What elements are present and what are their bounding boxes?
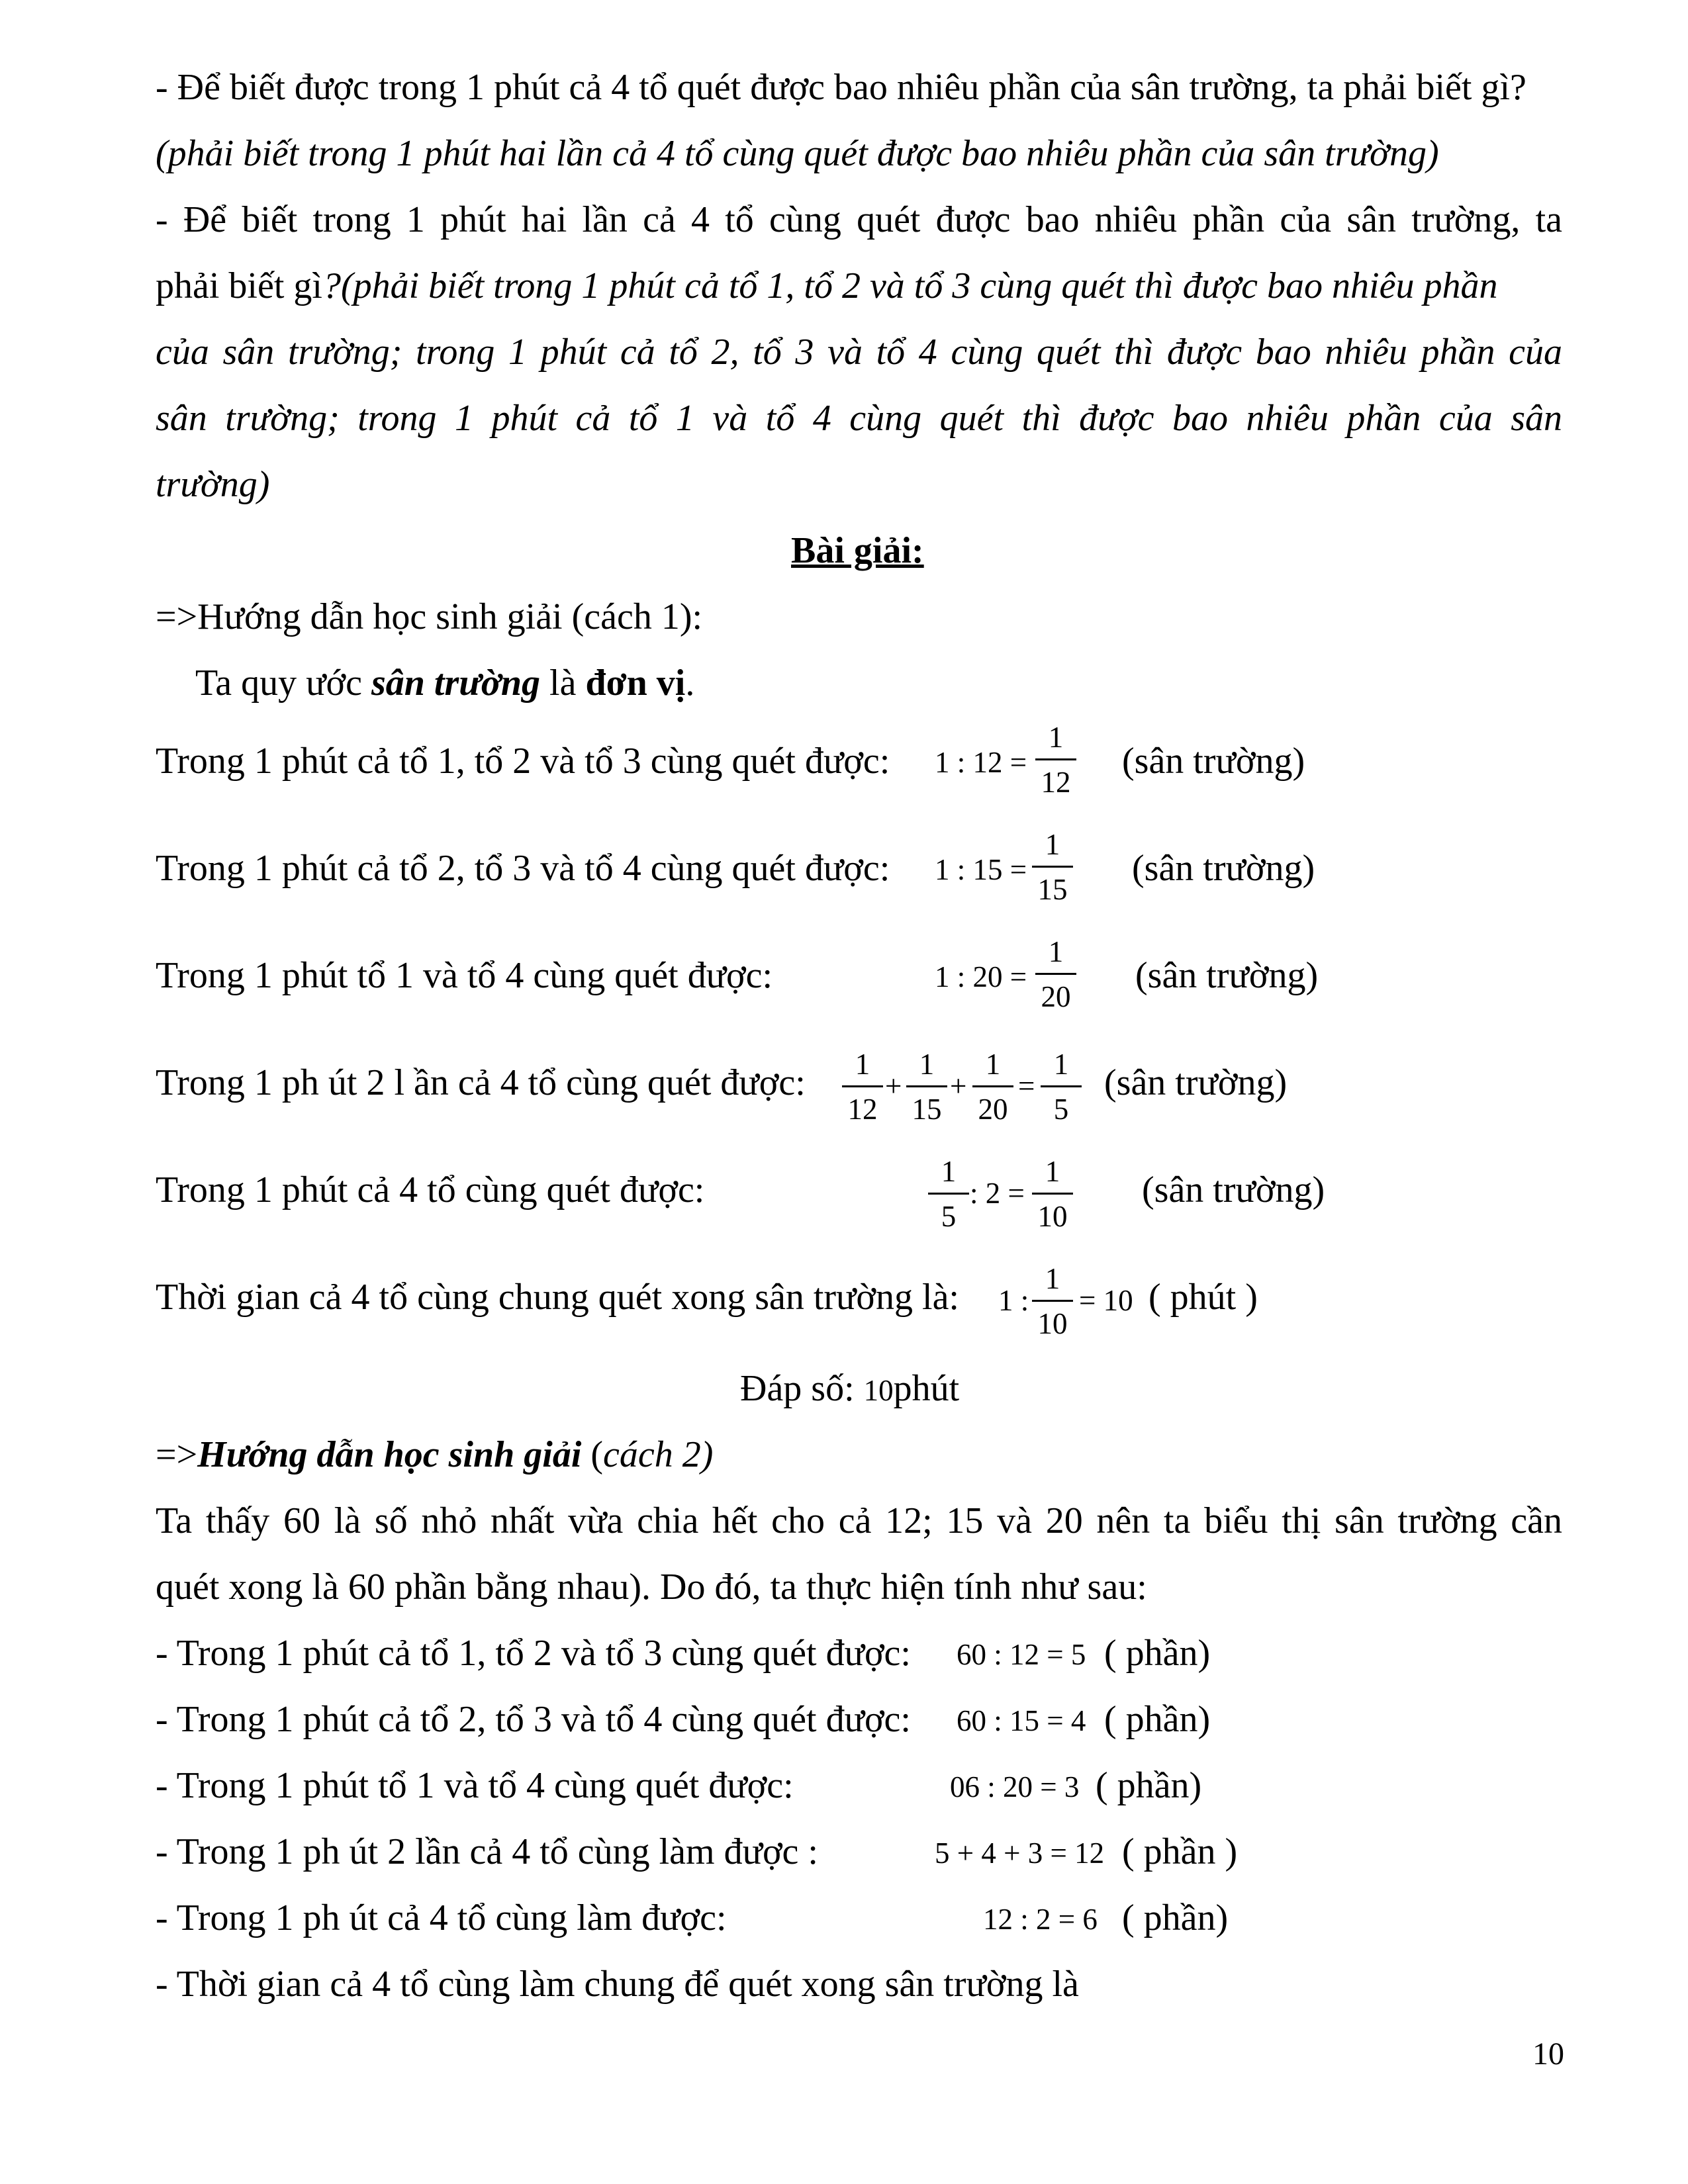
method-1-sum-unit: (sân trường) xyxy=(1104,1062,1288,1103)
convention-term-san-truong: sân trường xyxy=(371,662,541,704)
answer-unit: phút xyxy=(893,1368,960,1409)
numerator: 1 xyxy=(1048,721,1064,754)
method-2-suffix-open: ( xyxy=(581,1434,604,1475)
sum-fraction-result xyxy=(1038,1050,1084,1124)
denominator: 5 xyxy=(1053,1093,1069,1126)
method-1-step-3-label: Trong 1 phút tổ 1 và tổ 4 cùng quét được: xyxy=(156,955,773,996)
sum-equals: = xyxy=(1018,1069,1035,1103)
sum-fraction-2 xyxy=(904,1050,950,1124)
method-2-step-5-label: - Trong 1 ph út cả 4 tổ cùng làm được: xyxy=(156,1897,727,1938)
method-2-step-3-expr: 06 : 20 = 3 xyxy=(950,1770,1080,1803)
question-2-line-3: của sân trường; trong 1 phút cả tổ 2, tổ 3 và tổ 4 cùng quét thì được bao nhiêu phần của xyxy=(156,332,1562,373)
method-1-step-1-label: Trong 1 phút cả tổ 1, tổ 2 và tổ 3 cùng quét được: xyxy=(156,741,890,782)
numerator: 1 xyxy=(1045,828,1060,861)
method-2-step-1-label: - Trong 1 phút cả tổ 1, tổ 2 và tổ 3 cùng quét được: xyxy=(156,1633,911,1674)
method-2-title-text: Hướng dẫn học sinh giải xyxy=(197,1434,582,1475)
method-1-convention xyxy=(195,664,694,702)
convention-end: . xyxy=(685,662,695,704)
method-1-title: =>Hướng dẫn học sinh giải (cách 1): xyxy=(156,596,703,637)
fraction-bar xyxy=(972,1085,1013,1087)
method-2-suffix-text: cách 2) xyxy=(603,1434,714,1475)
time-prefix: 1 : xyxy=(998,1284,1029,1317)
method-1-half-unit: (sân trường) xyxy=(1142,1169,1325,1210)
sum-fraction-3 xyxy=(970,1050,1016,1124)
fraction-bar xyxy=(1041,1085,1082,1087)
method-1-step-2-unit: (sân trường) xyxy=(1132,848,1315,889)
numerator: 1 xyxy=(1045,1262,1060,1295)
fraction-bar xyxy=(1032,1193,1073,1195)
question-1: - Để biết được trong 1 phút cả 4 tổ quét được bao nhiêu phần của sân trường, ta phải biết gì? xyxy=(156,67,1526,108)
denominator: 20 xyxy=(1041,980,1071,1013)
numerator: 1 xyxy=(919,1048,935,1081)
method-2-step-2-unit: ( phần) xyxy=(1104,1699,1211,1740)
question-2-prefix: phải biết gì xyxy=(156,265,322,306)
sum-fraction-1 xyxy=(839,1050,886,1124)
numerator: 1 xyxy=(855,1048,870,1081)
question-2-answer-start: ?(phải biết trong 1 phút cả tổ 1, tổ 2 và tổ 3 cùng quét thì được bao nhiêu phần xyxy=(322,265,1498,306)
question-2-line-5: trường) xyxy=(156,464,270,505)
fraction-bar xyxy=(1032,1300,1073,1302)
method-1-step-2-expr: 1 : 15 = xyxy=(935,853,1027,886)
denominator: 20 xyxy=(978,1093,1008,1126)
method-2-step-2-label: - Trong 1 phút cả tổ 2, tổ 3 và tổ 4 cùng quét được: xyxy=(156,1699,911,1740)
convention-mid: là xyxy=(540,662,586,704)
denominator: 5 xyxy=(941,1200,957,1233)
numerator: 1 xyxy=(1048,935,1064,968)
method-2-final-line: - Thời gian cả 4 tổ cùng làm chung để quét xong sân trường là xyxy=(156,1964,1079,2005)
solution-heading: Bài giải: xyxy=(791,530,924,571)
sum-plus-2: + xyxy=(950,1069,967,1103)
answer-label: Đáp số: xyxy=(740,1368,855,1409)
method-1-step-1-fraction xyxy=(1033,723,1079,797)
fraction-bar xyxy=(1035,973,1076,975)
time-fraction xyxy=(1029,1264,1076,1339)
question-2-line-2 xyxy=(156,267,1497,304)
half-fraction-result xyxy=(1029,1157,1076,1232)
page-number: 10 xyxy=(1532,2036,1564,2071)
half-fraction-1 xyxy=(925,1157,972,1232)
method-2-step-2-expr: 60 : 15 = 4 xyxy=(957,1704,1086,1737)
convention-term-don-vi: đơn vị xyxy=(585,662,686,704)
question-2-line-4: sân trường; trong 1 phút cả tổ 1 và tổ 4 cùng quét thì được bao nhiêu phần của sân xyxy=(156,398,1562,439)
method-2-step-4-label: - Trong 1 ph út 2 lần cả 4 tổ cùng làm được : xyxy=(156,1831,818,1872)
method-2-title xyxy=(156,1436,713,1473)
convention-prefix: Ta quy ước xyxy=(195,662,371,704)
method-2-intro-line-1: Ta thấy 60 là số nhỏ nhất vừa chia hết cho cả 12; 15 và 20 nên ta biểu thị sân trường cần xyxy=(156,1500,1562,1541)
question-2-line-1: - Để biết trong 1 phút hai lần cả 4 tổ cùng quét được bao nhiêu phần của sân trường, ta xyxy=(156,199,1562,240)
half-operator: : 2 = xyxy=(970,1177,1025,1210)
fraction-bar xyxy=(906,1085,947,1087)
denominator: 12 xyxy=(1041,766,1071,799)
denominator: 10 xyxy=(1037,1307,1068,1340)
method-2-step-5-expr: 12 : 2 = 6 xyxy=(983,1903,1098,1936)
sum-plus-1: + xyxy=(885,1069,902,1103)
method-2-step-3-label: - Trong 1 phút tổ 1 và tổ 4 cùng quét được: xyxy=(156,1765,794,1806)
method-1-half-label: Trong 1 phút cả 4 tổ cùng quét được: xyxy=(156,1169,705,1210)
method-1-time-unit: ( phút ) xyxy=(1149,1277,1258,1318)
numerator: 1 xyxy=(1053,1048,1069,1081)
denominator: 15 xyxy=(912,1093,942,1126)
method-1-answer xyxy=(740,1370,959,1407)
denominator: 12 xyxy=(847,1093,878,1126)
method-2-intro-line-2: quét xong là 60 phần bằng nhau). Do đó, ta thực hiện tính như sau: xyxy=(156,1567,1147,1608)
time-result: = 10 xyxy=(1079,1284,1133,1317)
method-2-prefix: => xyxy=(156,1434,198,1475)
method-1-time-label: Thời gian cả 4 tổ cùng chung quét xong sân trường là: xyxy=(156,1277,959,1318)
method-2-step-4-expr: 5 + 4 + 3 = 12 xyxy=(935,1837,1105,1870)
fraction-bar xyxy=(1035,758,1076,760)
method-2-step-1-unit: ( phần) xyxy=(1104,1633,1211,1674)
method-1-step-2-label: Trong 1 phút cả tổ 2, tổ 3 và tổ 4 cùng quét được: xyxy=(156,848,890,889)
method-1-step-2-fraction xyxy=(1029,830,1076,905)
fraction-bar xyxy=(1032,866,1073,868)
method-1-sum-label: Trong 1 ph út 2 l ần cả 4 tổ cùng quét được: xyxy=(156,1062,806,1103)
method-1-step-3-fraction xyxy=(1033,937,1079,1012)
fraction-bar xyxy=(842,1085,883,1087)
numerator: 1 xyxy=(941,1155,957,1188)
denominator: 10 xyxy=(1037,1200,1068,1233)
numerator: 1 xyxy=(1045,1155,1060,1188)
question-1-answer: (phải biết trong 1 phút hai lần cả 4 tổ cùng quét được bao nhiêu phần của sân trường) xyxy=(156,133,1439,174)
method-1-step-3-expr: 1 : 20 = xyxy=(935,960,1027,993)
fraction-bar xyxy=(928,1193,969,1195)
method-2-step-3-unit: ( phần) xyxy=(1096,1765,1202,1806)
method-1-step-1-expr: 1 : 12 = xyxy=(935,746,1027,779)
answer-value: 10 xyxy=(863,1374,894,1407)
method-1-step-1-unit: (sân trường) xyxy=(1122,741,1305,782)
numerator: 1 xyxy=(985,1048,1001,1081)
method-2-step-1-expr: 60 : 12 = 5 xyxy=(957,1638,1086,1671)
method-2-step-5-unit: ( phần) xyxy=(1122,1897,1229,1938)
method-1-step-3-unit: (sân trường) xyxy=(1135,955,1319,996)
denominator: 15 xyxy=(1037,873,1068,906)
method-2-step-4-unit: ( phần ) xyxy=(1122,1831,1238,1872)
